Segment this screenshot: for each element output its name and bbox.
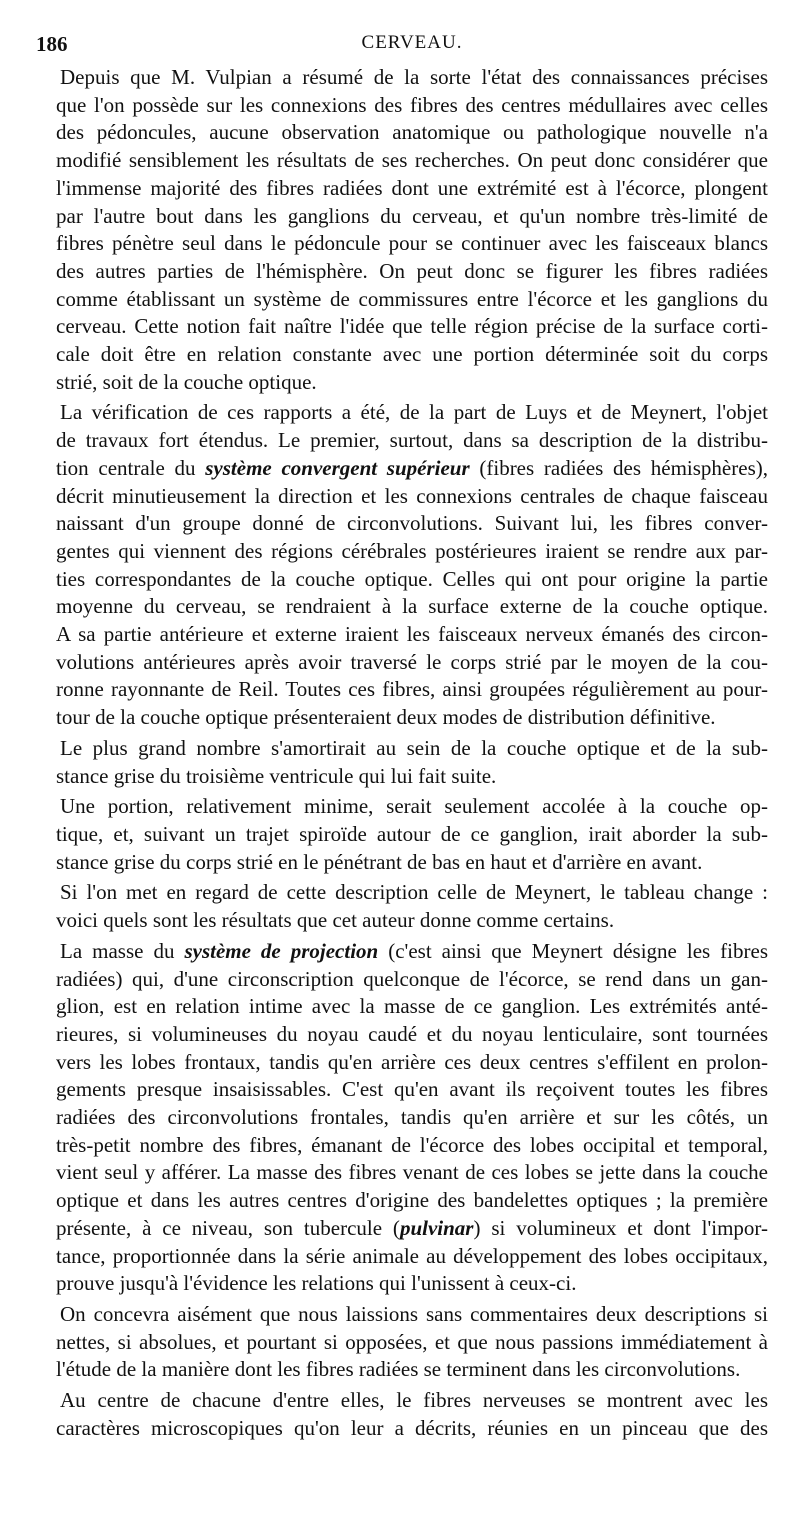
text-line: rieures, si volumineuses du noyau caudé et du noyau lenticulaire, sont tournées (56, 1021, 768, 1046)
text-line: caractères microscopiques qu'on leur a décrits, réunies en un pinceau que des (56, 1415, 768, 1440)
paragraph (56, 879, 768, 934)
text-line: de travaux fort étendus. Le premier, surtout, dans sa description de la distribu- (56, 428, 768, 453)
text-line: tour de la couche optique présenteraient deux modes de distribution définitive. (56, 705, 716, 730)
text-line: volutions antérieures après avoir traversé le corps strié par le moyen de la cou- (56, 649, 768, 674)
text-line: tance, proportionnée dans la série animale au développement des lobes occipitaux, (56, 1243, 768, 1268)
text-line: gentes qui viennent des régions cérébrales postérieures iraient se rendre aux par- (56, 538, 768, 563)
text-line: présente, à ce niveau, son tubercule (pulvinar) si volumineux et dont l'impor- (56, 1215, 768, 1240)
text-line: Si l'on met en regard de cette description celle de Meynert, le tableau change : (60, 880, 768, 905)
text-line: très-petit nombre des fibres, émanant de l'écorce des lobes occipital et temporal, (56, 1132, 768, 1157)
text-line: tique, et, suivant un trajet spiroïde autour de ce ganglion, irait aborder la sub- (56, 821, 768, 846)
italic-term: système de projection (184, 938, 379, 963)
text-line: tion centrale du système convergent supérieur (fibres radiées des hémisphères), (56, 455, 768, 480)
text-line: vient seul y afférer. La masse des fibres venant de ces lobes se jette dans la couche (56, 1160, 768, 1185)
text-line: optique et dans les autres centres d'origine des bandelettes optiques ; la première (56, 1188, 768, 1213)
italic-term: système convergent supérieur (205, 455, 470, 480)
paragraph (56, 1301, 768, 1384)
text-line: glion, est en relation intime avec la masse de ce ganglion. Les extrémités anté- (56, 994, 768, 1019)
italic-term: pulvinar (399, 1215, 474, 1240)
text-line: La masse du système de projection (c'est ainsi que Meynert désigne les fibres (60, 938, 769, 963)
text-line: que l'on possède sur les connexions des fibres des centres médullaires avec celles (56, 92, 768, 117)
text-line: cale doit être en relation constante avec une portion déterminée soit du corps (56, 342, 768, 367)
text-line: A sa partie antérieure et externe iraient les faisceaux nerveux émanés des circon- (56, 622, 768, 647)
paragraph (56, 64, 768, 396)
text-line: radiées des circonvolutions frontales, tandis qu'en arrière et sur les côtés, un (56, 1105, 768, 1130)
paragraph (56, 938, 768, 1298)
text-line: nettes, si absolues, et pourtant si opposées, et que nous passions immédiatement à (56, 1329, 768, 1354)
text-line: ties correspondantes de la couche optique. Celles qui ont pour origine la partie (56, 566, 768, 591)
text-line: prouve jusqu'à l'évidence les relations qui l'unissent à ceux-ci. (56, 1271, 577, 1296)
text-line: comme établissant un système de commissures entre l'écorce et les ganglions du (56, 286, 768, 311)
text-line: l'immense majorité des fibres radiées dont une extrémité est à l'écorce, plongent (56, 175, 768, 200)
text-line: vers les lobes frontaux, tandis qu'en arrière ces deux centres s'effilent en prolon- (56, 1049, 768, 1074)
book-page (36, 22, 769, 1445)
text-line: Depuis que M. Vulpian a résumé de la sorte l'état des connaissances précises (60, 65, 768, 89)
text-line: La vérification de ces rapports a été, de la part de Luys et de Meynert, l'objet (60, 400, 768, 425)
paragraph (56, 399, 768, 731)
text-line: gements presque insaisissables. C'est qu'en avant ils reçoivent toutes les fibres (56, 1077, 768, 1102)
text-line: par l'autre bout dans les ganglions du cerveau, et qu'un nombre très-limité de (56, 203, 768, 228)
paragraph (56, 735, 768, 790)
page-number: 186 (36, 32, 68, 56)
text-line: radiées) qui, d'une circonscription quelconque de l'écorce, se rend dans un gan- (56, 966, 768, 991)
paragraph (56, 1387, 768, 1442)
text-line: l'étude de la manière dont les fibres radiées se terminent dans les circonvolutions. (56, 1357, 741, 1382)
text-line: modifié sensiblement les résultats de ses recherches. On peut donc considérer que (56, 148, 768, 173)
text-line: fibres pénètre seul dans le pédoncule pour se continuer avec les faisceaux blancs (56, 231, 768, 256)
text-line: cerveau. Cette notion fait naître l'idée que telle région précise de la surface corti- (56, 314, 768, 339)
text-line: Une portion, relativement minime, serait seulement accolée à la couche op- (60, 794, 768, 819)
text-line: ronne rayonnante de Reil. Toutes ces fibres, ainsi groupées régulièrement au pour- (56, 677, 768, 702)
running-title: CERVEAU. (361, 32, 463, 53)
text-line: Le plus grand nombre s'amortirait au sein de la couche optique et de la sub- (60, 735, 768, 760)
text-line: des autres parties de l'hémisphère. On peut donc se figurer les fibres radiées (56, 258, 768, 283)
text-line: On concevra aisément que nous laissions sans commentaires deux descriptions si (60, 1301, 768, 1326)
running-head (36, 22, 768, 56)
paragraph (56, 793, 768, 876)
text-line: Au centre de chacune d'entre elles, le fibres nerveuses se montrent avec les (60, 1388, 768, 1413)
text-line: moyenne du cerveau, se rendraient à la surface externe de la couche optique. (56, 594, 768, 619)
body-text (56, 64, 768, 1442)
text-line: stance grise du troisième ventricule qui lui fait suite. (56, 763, 497, 788)
text-line: naissant d'un groupe donné de circonvolutions. Suivant lui, les fibres conver- (56, 511, 768, 536)
text-line: voici quels sont les résultats que cet auteur donne comme certains. (56, 908, 615, 933)
text-line: des pédoncules, aucune observation anatomique ou pathologique nouvelle n'a (56, 120, 768, 145)
text-line: strié, soit de la couche optique. (56, 369, 317, 394)
text-line: stance grise du corps strié en le pénétrant de bas en haut et d'arrière en avant. (56, 849, 703, 874)
text-line: décrit minutieusement la direction et les connexions centrales de chaque faisceau (56, 483, 768, 508)
